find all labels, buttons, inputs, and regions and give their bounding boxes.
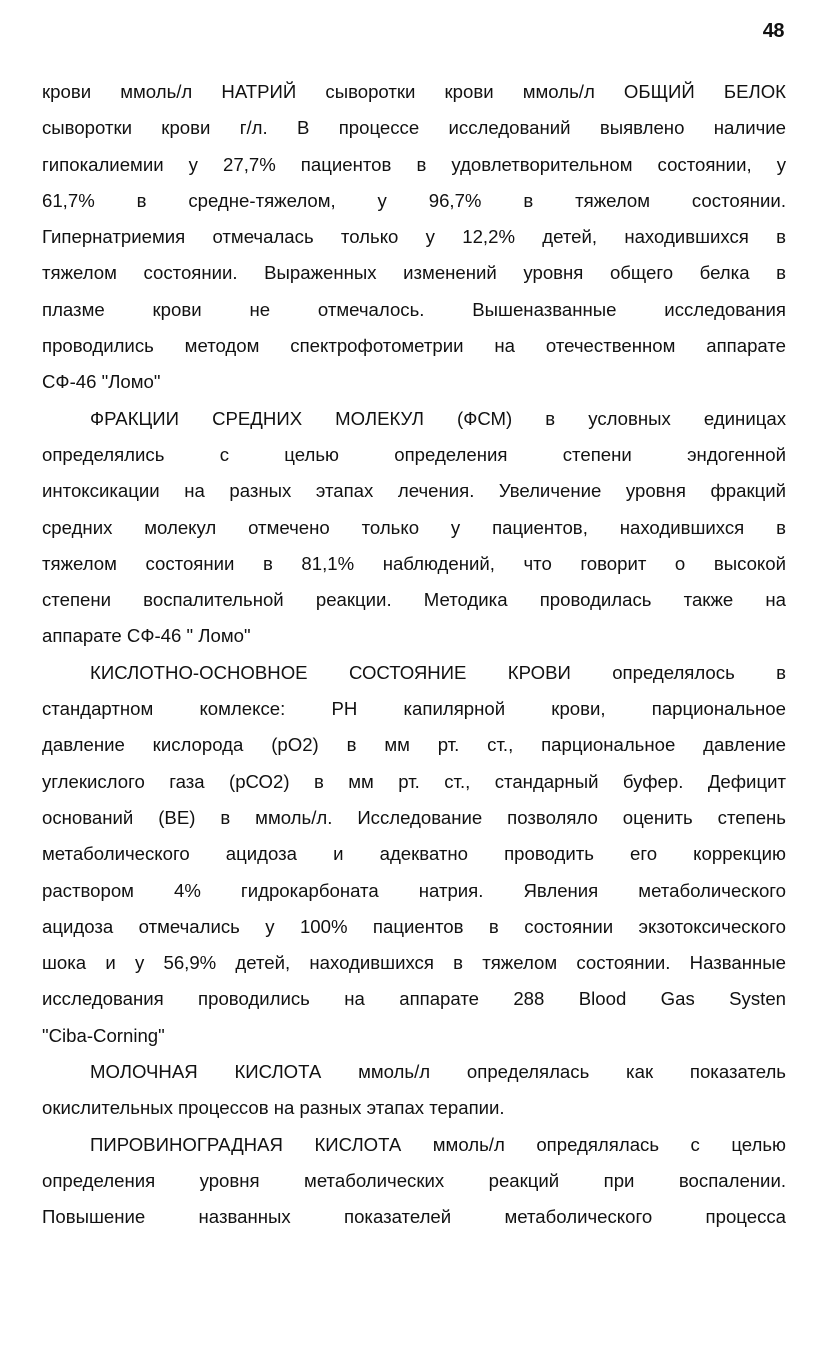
text-line: сыворотки крови г/л. В процессе исследований выявлено наличие [42, 117, 786, 139]
text-line: аппарате СФ-46 " Ломо" [42, 625, 251, 647]
text-line: тяжелом состоянии в 81,1% наблюдений, что говорит о высокой [42, 552, 786, 574]
text-line: степени воспалительной реакции. Методика проводилась также на [42, 589, 786, 611]
text-line: раствором 4% гидрокарбоната натрия. Явления метаболического [42, 879, 786, 901]
text-line: Гипернатриемия отмечалась только у 12,2% детей, находившихся в [42, 226, 786, 248]
page-number: 48 [762, 20, 784, 42]
text-line: "Ciba-Corning" [42, 1024, 165, 1046]
text-line: ацидоза отмечались у 100% пациентов в состоянии экзотоксического [42, 915, 786, 937]
text-line: метаболического ацидоза и адекватно проводить его коррекцию [42, 843, 786, 865]
text-line: 61,7% в средне-тяжелом, у 96,7% в тяжелом состоянии. [42, 189, 786, 211]
text-line: шока и у 56,9% детей, находившихся в тяжелом состоянии. Названные [42, 952, 786, 974]
text-line: гипокалиемии у 27,7% пациентов в удовлетворительном состоянии, у [42, 153, 786, 175]
text-line: Повышение названных показателей метаболического процесса [42, 1206, 786, 1228]
text-line: оснований (ВЕ) в ммоль/л. Исследование позволяло оценить степень [42, 806, 786, 828]
text-line: определялись с целью определения степени эндогенной [42, 443, 786, 465]
text-line: окислительных процессов на разных этапах терапии. [42, 1097, 505, 1119]
body-text [42, 74, 786, 1236]
text-line: проводились методом спектрофотометрии на отечественном аппарате [42, 335, 786, 357]
text-line: исследования проводились на аппарате 288 Blood Gas Systen [42, 988, 786, 1010]
text-line: СФ-46 "Ломо" [42, 371, 161, 393]
text-line: КИСЛОТНО-ОСНОВНОЕ СОСТОЯНИЕ КРОВИ определялось в [90, 661, 786, 683]
text-line: давление кислорода (рО2) в мм рт. ст., парциональное давление [42, 734, 786, 756]
text-line: МОЛОЧНАЯ КИСЛОТА ммоль/л определялась как показатель [90, 1061, 786, 1083]
text-line: интоксикации на разных этапах лечения. Увеличение уровня фракций [42, 480, 786, 502]
text-line: углекислого газа (рСО2) в мм рт. ст., стандарный буфер. Дефицит [42, 770, 786, 792]
text-line: плазме крови не отмечалось. Вышеназванные исследования [42, 298, 786, 320]
text-line: ФРАКЦИИ СРЕДНИХ МОЛЕКУЛ (ФСМ) в условных единицах [90, 407, 786, 429]
text-line: средних молекул отмечено только у пациентов, находившихся в [42, 516, 786, 538]
text-line: крови ммоль/л НАТРИЙ сыворотки крови ммоль/л ОБЩИЙ БЕЛОК [42, 81, 786, 102]
text-line: стандартном комлексе: РН капилярной крови, парциональное [42, 698, 786, 720]
text-line: тяжелом состоянии. Выраженных изменений уровня общего белка в [42, 262, 786, 284]
text-line: ПИРОВИНОГРАДНАЯ КИСЛОТА ммоль/л опредялялась с целью [90, 1133, 786, 1155]
text-line: определения уровня метаболических реакций при воспалении. [42, 1169, 786, 1191]
